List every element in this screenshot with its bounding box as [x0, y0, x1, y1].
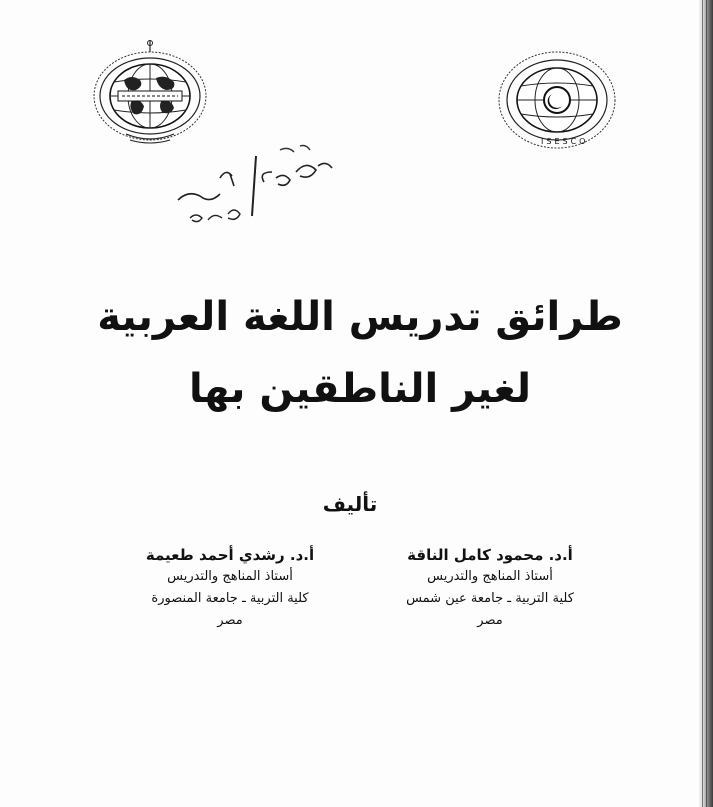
author-position: أستاذ المناهج والتدريس [167, 569, 293, 584]
author-block-2 [120, 544, 340, 632]
book-title-line-2: لغير الناطقين بها [189, 366, 531, 412]
handwritten-note [160, 138, 360, 228]
author-institution: كلية التربية ـ جامعة عين شمس [406, 591, 574, 606]
isesco-emblem-icon [492, 44, 622, 156]
left-globe-emblem-icon [90, 38, 220, 150]
book-title-line-1: طرائق تدريس اللغة العربية [97, 294, 623, 340]
authorship-label: تأليف [322, 492, 378, 516]
page-edge-shadow [699, 0, 713, 807]
author-name: أ.د. رشدي أحمد طعيمة [145, 546, 315, 564]
author-position: أستاذ المناهج والتدريس [427, 569, 553, 584]
author-name: أ.د. محمود كامل الناقة [407, 546, 573, 564]
author-country: مصر [217, 613, 243, 628]
author-block-1 [380, 544, 600, 632]
isesco-label: ISESCO [541, 137, 589, 146]
author-institution: كلية التربية ـ جامعة المنصورة [151, 591, 309, 606]
author-country: مصر [477, 613, 503, 628]
